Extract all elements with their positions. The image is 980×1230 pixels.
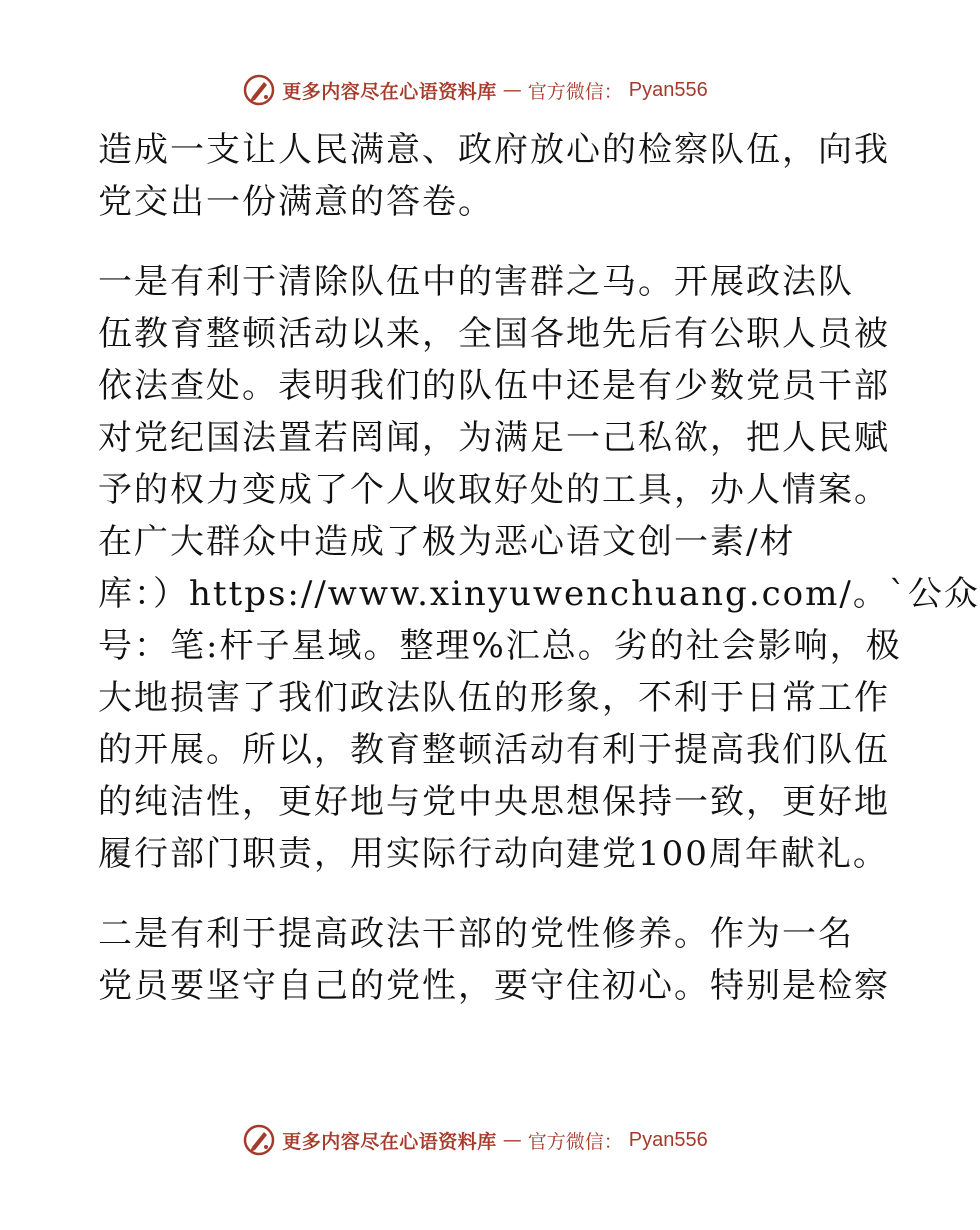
- text-line: 号：笔:杆子星域。整理%汇总。劣的社会影响，极: [98, 626, 902, 666]
- text-line: 对党纪国法置若罔闻，为满足一己私欲，把人民赋: [98, 418, 890, 458]
- text-line: 一是有利于清除队伍中的害群之马。开展政法队: [98, 262, 854, 302]
- text-line: 党员要坚守自己的党性，要守住初心。特别是检察: [98, 966, 890, 1006]
- paragraph: [98, 908, 890, 1012]
- text-line: 二是有利于提高政法干部的党性修养。作为一名: [98, 914, 854, 954]
- text-line: 伍教育整顿活动以来，全国各地先后有公职人员被: [98, 314, 890, 354]
- text-line: 依法查处。表明我们的队伍中还是有少数党员干部: [98, 366, 890, 406]
- paragraph: [98, 124, 890, 228]
- paragraph: [98, 256, 980, 880]
- page-footer-watermark: [0, 1120, 950, 1160]
- text-line: 库：）https://www.xinyuwenchuang.com/。`公众: [98, 574, 980, 614]
- footer-site-text: 更多内容尽在心语资料库: [282, 1130, 497, 1153]
- footer-wechat-label: 官方微信：: [527, 1130, 623, 1153]
- text-line: 履行部门职责，用实际行动向建党100周年献礼。: [98, 834, 889, 874]
- text-line: 党交出一份满意的答卷。: [98, 182, 494, 222]
- page-header-watermark: [0, 70, 950, 110]
- text-line: 造成一支让人民满意、政府放心的检察队伍，向我: [98, 130, 890, 170]
- text-line: 予的权力变成了个人收取好处的工具，办人情案。: [98, 470, 890, 510]
- text-line: 的开展。所以，教育整顿活动有利于提高我们队伍: [98, 730, 890, 770]
- header-wechat-label: 官方微信：: [527, 80, 623, 103]
- header-separator: —: [502, 79, 522, 101]
- header-site-text: 更多内容尽在心语资料库: [282, 80, 497, 103]
- header-wechat-id: Pyan556: [628, 78, 708, 101]
- footer-wechat-id: Pyan556: [628, 1128, 708, 1151]
- footer-separator: —: [502, 1129, 522, 1151]
- pen-circle-logo-icon: [242, 73, 276, 107]
- text-line: 在广大群众中造成了极为恶心语文创一素/材: [98, 522, 796, 562]
- text-line: 的纯洁性，更好地与党中央思想保持一致，更好地: [98, 782, 890, 822]
- document-body: [98, 124, 980, 1012]
- pen-circle-logo-icon: [242, 1123, 276, 1157]
- text-line: 大地损害了我们政法队伍的形象，不利于日常工作: [98, 678, 890, 718]
